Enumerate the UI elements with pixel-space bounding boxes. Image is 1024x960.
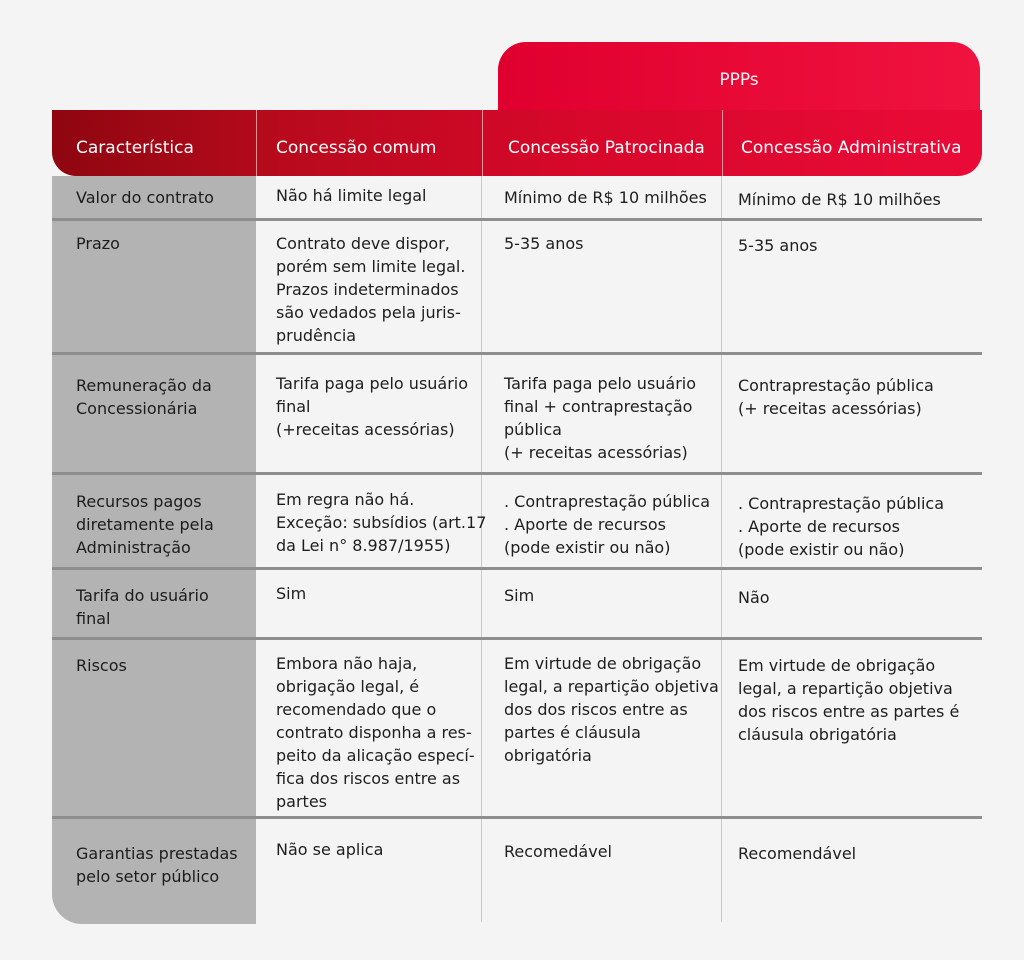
- cell-comum: Tarifa paga pelo usuário final (+receitas acessórias): [276, 374, 469, 439]
- cell-comum: Contrato deve dispor, porém sem limite legal. Prazos indeterminados são vedados pela juris- prudência: [276, 234, 466, 345]
- row-separator: [52, 816, 982, 819]
- cell-patrocinada: Tarifa paga pelo usuário final + contraprestação pública (+ receitas acessórias): [504, 374, 697, 462]
- row-label-garantias: Garantias prestadas pelo setor público: [76, 844, 238, 886]
- row-label-valor-do-contrato: Valor do contrato: [76, 188, 214, 207]
- cell-patrocinada: Em virtude de obrigação legal, a repartição objetiva dos dos riscos entre as partes é cláusula obrigatória: [504, 654, 719, 765]
- cell-administrativa: Não: [738, 588, 770, 607]
- header-divider: [256, 110, 257, 176]
- ppp-label: PPPs: [719, 70, 759, 90]
- row-separator: [52, 218, 982, 221]
- cell-comum: Embora não haja, obrigação legal, é recomendado que o contrato disponha a res- peito da alicação especí- fica dos riscos entre as partes: [276, 654, 475, 811]
- cell-comum: Não há limite legal: [276, 186, 427, 205]
- row-label-recursos-pagos: Recursos pagos diretamente pela Administração: [76, 492, 214, 557]
- cell-patrocinada: Mínimo de R$ 10 milhões: [504, 188, 707, 207]
- column-divider: [721, 176, 722, 922]
- row-label-prazo: Prazo: [76, 234, 120, 253]
- cell-patrocinada: Sim: [504, 586, 535, 605]
- header-divider: [482, 110, 483, 176]
- cell-patrocinada: . Contraprestação pública . Aporte de recursos (pode existir ou não): [504, 492, 710, 557]
- cell-administrativa: Mínimo de R$ 10 milhões: [738, 190, 941, 209]
- header-divider: [722, 110, 723, 176]
- cell-comum: Em regra não há. Exceção: subsídios (art.17 da Lei n° 8.987/1955): [276, 490, 487, 555]
- cell-patrocinada: Recomedável: [504, 842, 612, 861]
- cell-administrativa: 5-35 anos: [738, 236, 818, 255]
- row-separator: [52, 637, 982, 640]
- row-separator: [52, 352, 982, 355]
- row-label-riscos: Riscos: [76, 656, 127, 675]
- column-header-caracteristica: Característica: [76, 138, 194, 158]
- column-header-concessao-comum: Concessão comum: [276, 138, 437, 158]
- cell-administrativa: Contraprestação pública (+ receitas acessórias): [738, 376, 934, 418]
- column-header-concessao-administrativa: Concessão Administrativa: [741, 138, 962, 158]
- cell-comum: Sim: [276, 584, 307, 603]
- cell-patrocinada: 5-35 anos: [504, 234, 584, 253]
- cell-administrativa: . Contraprestação pública . Aporte de recursos (pode existir ou não): [738, 494, 944, 559]
- row-label-remuneracao: Remuneração da Concessionária: [76, 376, 212, 418]
- cell-administrativa: Recomendável: [738, 844, 857, 863]
- column-header-concessao-patrocinada: Concessão Patrocinada: [508, 138, 705, 158]
- row-separator: [52, 472, 982, 475]
- cell-comum: Não se aplica: [276, 840, 384, 859]
- row-label-tarifa-usuario: Tarifa do usuário final: [76, 586, 209, 628]
- cell-administrativa: Em virtude de obrigação legal, a repartição objetiva dos riscos entre as partes é cláusula obrigatória: [738, 656, 960, 744]
- row-separator: [52, 567, 982, 570]
